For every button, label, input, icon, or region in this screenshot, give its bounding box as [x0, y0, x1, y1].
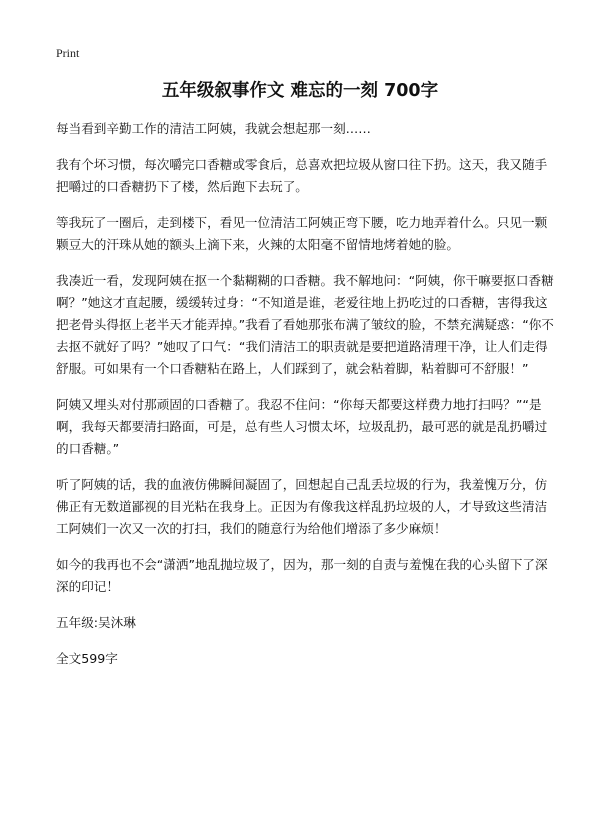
body-paragraph: 等我玩了一圈后，走到楼下，看见一位清洁工阿姨正弯下腰，吃力地弄着什么。只见一颗颗豆大的汗珠从她的额头上滴下来，火辣的太阳毫不留情地烤着她的脸。: [56, 215, 548, 252]
word-count: 全文599字: [56, 651, 118, 666]
intro-paragraph: 每当看到辛勤工作的清洁工阿姨，我就会想起那一刻……: [56, 121, 371, 136]
body-paragraph: 我凑近一看，发现阿姨在抠一个黏糊糊的口香糖。我不解地问：“阿姨，你干嘛要抠口香糖啊？”她这才直起腰，缓缓转过身：“不知道是谁，老爱往地上扔吃过的口香糖，害得我这把老骨头得抠上老半天才能弄掉。”我看了看她那张布满了皱纹的脸，不禁充满疑惑：“你不去抠不就好了吗？”她叹了口气：“我们清洁工的职责就是要把道路清理干净，让人们走得舒服。可如果有一个口香糖粘在路上，人们踩到了，就会粘着脚，粘着脚可不舒服！”: [56, 273, 554, 376]
article-body: [56, 118, 556, 684]
author-line: 五年级:吴沐琳: [56, 615, 136, 630]
conclusion-paragraph: 如今的我再也不会“潇洒”地乱抛垃圾了，因为，那一刻的自责与羞愧在我的心头留下了深深的印记！: [56, 557, 548, 594]
print-link[interactable]: Print: [56, 46, 80, 60]
article-title: 五年级叙事作文 难忘的一刻 700字: [161, 81, 439, 101]
body-paragraph: 听了阿姨的话，我的血液仿佛瞬间凝固了，回想起自己乱丢垃圾的行为，我羞愧万分，仿佛正有无数道鄙视的目光粘在我身上。正因为有像我这样乱扔垃圾的人，才导致这些清洁工阿姨们一次又一次的打扫，我们的随意行为给他们增添了多少麻烦！: [56, 477, 548, 536]
body-paragraph: 阿姨又埋头对付那顽固的口香糖了。我忍不住问：“你每天都要这样费力地打扫吗？”“是啊，我每天都要清扫路面，可是，总有些人习惯太坏，垃圾乱扔，最可恶的就是乱扔嚼过的口香糖。”: [56, 397, 548, 456]
body-paragraph: 我有个坏习惯，每次嚼完口香糖或零食后，总喜欢把垃圾从窗口往下扔。这天，我又随手把嚼过的口香糖扔下了楼，然后跑下去玩了。: [56, 157, 548, 194]
